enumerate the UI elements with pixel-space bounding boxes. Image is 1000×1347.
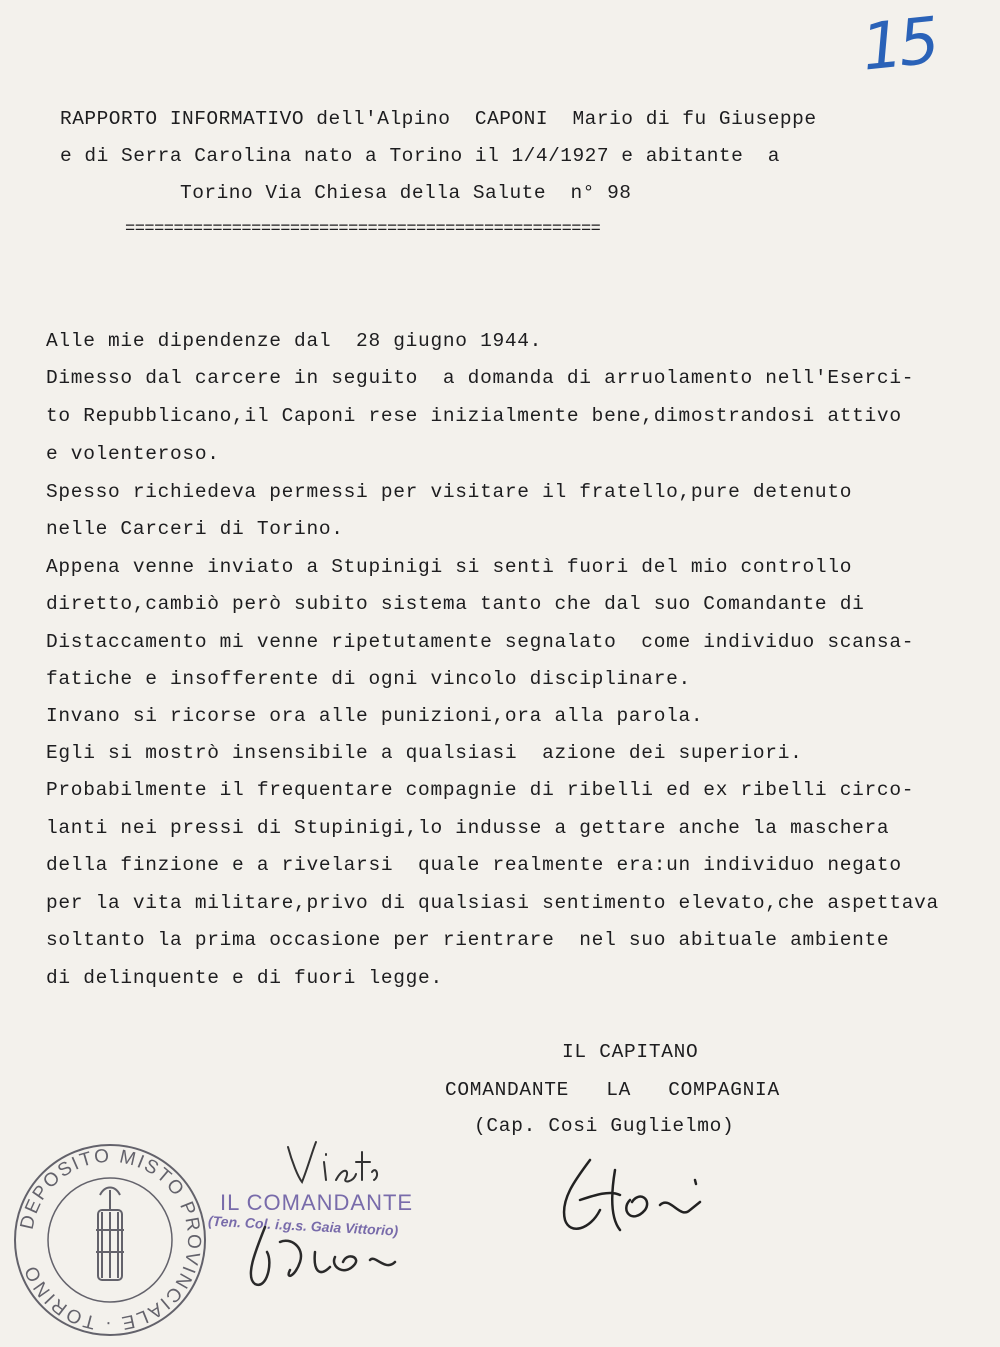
signature-title: IL CAPITANO bbox=[562, 1041, 699, 1063]
report-title-line-2: e di Serra Carolina nato a Torino il 1/4/1927 e abitante a bbox=[60, 145, 780, 167]
body-line: di delinquente e di fuori legge. bbox=[46, 967, 443, 989]
body-line: nelle Carceri di Torino. bbox=[46, 518, 344, 540]
page-number: 15 bbox=[858, 4, 940, 86]
body-line: Appena venne inviato a Stupinigi si sentì fuori del mio controllo bbox=[46, 556, 853, 578]
body-line: Spesso richiedeva permessi per visitare il fratello,pure detenuto bbox=[46, 481, 853, 503]
body-line: diretto,cambiò però subito sistema tanto che dal suo Comandante di bbox=[46, 593, 865, 615]
commander-stamp-name: (Ten. Col. i.g.s. Gaia Vittorio) bbox=[207, 1212, 399, 1239]
captain-signature-handwriting bbox=[520, 1140, 720, 1250]
visto-handwriting bbox=[280, 1132, 380, 1192]
body-line: Distaccamento mi venne ripetutamente segnalato come individuo scansa- bbox=[46, 631, 915, 653]
body-line: della finzione e a rivelarsi quale realmente era:un individuo negato bbox=[46, 854, 902, 876]
body-line: soltanto la prima occasione per rientrare nel suo abituale ambiente bbox=[46, 929, 890, 951]
commander-signature-handwriting bbox=[235, 1222, 405, 1292]
body-line: Invano si ricorse ora alle punizioni,ora alla parola. bbox=[46, 705, 704, 727]
stamp-round-text: DEPOSITO MISTO PROVINCIALE · TORINO bbox=[16, 1145, 205, 1335]
body-line: Alle mie dipendenze dal 28 giugno 1944. bbox=[46, 330, 543, 352]
body-line: Probabilmente il frequentare compagnie di ribelli ed ex ribelli circo- bbox=[46, 779, 915, 801]
body-line: Dimesso dal carcere in seguito a domanda di arruolamento nell'Eserci- bbox=[46, 367, 915, 389]
body-line: per la vita militare,privo di qualsiasi sentimento elevato,che aspettava bbox=[46, 892, 939, 914]
report-title-line-1: RAPPORTO INFORMATIVO dell'Alpino CAPONI Mario di fu Giuseppe bbox=[60, 108, 817, 130]
header-divider: ================================================= bbox=[125, 220, 601, 239]
body-line: e volenteroso. bbox=[46, 443, 220, 465]
fasces-emblem-icon bbox=[96, 1188, 124, 1281]
report-title-line-3: Torino Via Chiesa della Salute n° 98 bbox=[180, 182, 632, 204]
signature-role: COMANDANTE LA COMPAGNIA bbox=[445, 1079, 780, 1101]
body-line: lanti nei pressi di Stupinigi,lo indusse a gettare anche la maschera bbox=[46, 817, 890, 839]
commander-stamp-title: IL COMANDANTE bbox=[220, 1190, 414, 1215]
body-line: fatiche e insofferente di ogni vincolo disciplinare. bbox=[46, 668, 691, 690]
body-line: Egli si mostrò insensibile a qualsiasi azione dei superiori. bbox=[46, 742, 803, 764]
body-line: to Repubblicano,il Caponi rese inizialmente bene,dimostrandosi attivo bbox=[46, 405, 902, 427]
provincial-depot-stamp bbox=[10, 1140, 210, 1340]
signature-name: (Cap. Cosi Guglielmo) bbox=[474, 1115, 735, 1137]
